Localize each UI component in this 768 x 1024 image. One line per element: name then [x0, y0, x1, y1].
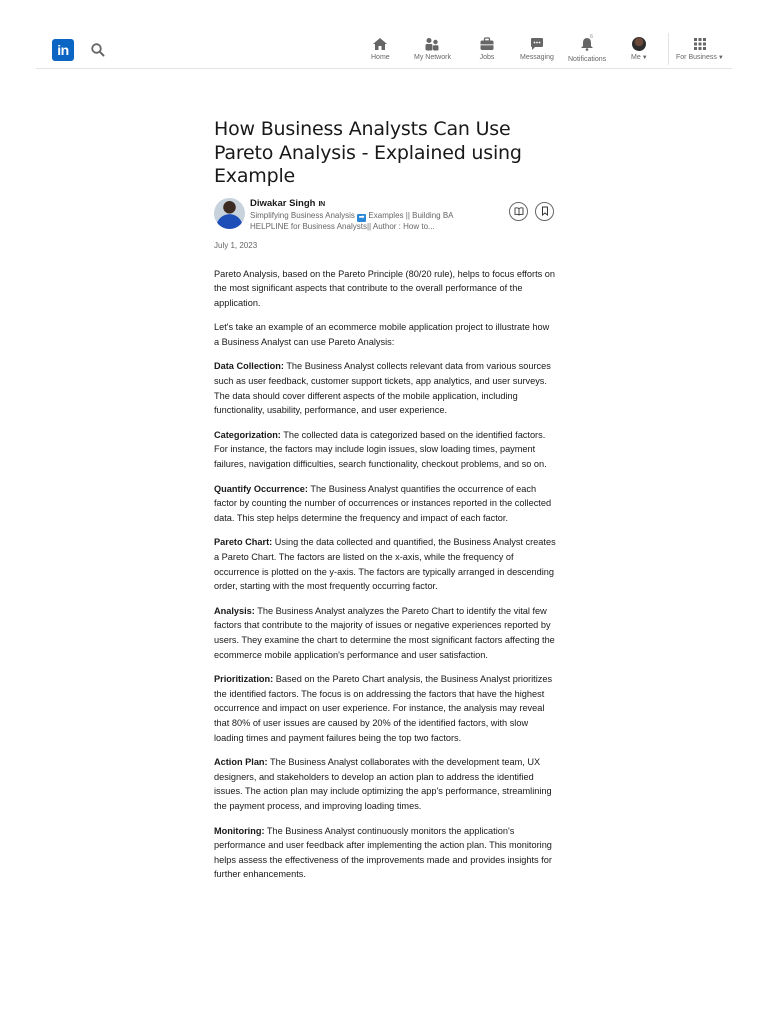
nav-for-business[interactable]: [676, 37, 724, 65]
article-title: How Business Analysts Can Use Pareto Analysis - Explained using Example: [214, 118, 522, 187]
chevron-down-icon: ▼: [641, 55, 648, 61]
briefcase-icon: [479, 37, 495, 51]
step-paragraph: Categorization: The collected data is categorized based on the identified factors. For instance, the factors may include login issues, slow loading times, payment failures, navigation difficulties, search functionality, checkout problems, and so on.: [214, 429, 547, 470]
network-icon: [424, 37, 440, 51]
step-heading: Categorization:: [214, 429, 281, 440]
nav-me-label: Me: [631, 54, 641, 61]
chat-icon: [529, 37, 545, 51]
grid-icon: [692, 37, 708, 51]
nav-home[interactable]: [371, 37, 390, 65]
nav-messaging-label: Messaging: [520, 54, 554, 61]
author-avatar[interactable]: [214, 198, 245, 229]
paragraph: Let's take an example of an ecommerce mobile application project to illustrate how a Business Analyst can use Pareto Analysis:: [214, 322, 550, 347]
nav-me[interactable]: [631, 37, 648, 65]
nav-jobs[interactable]: [479, 37, 495, 65]
step-paragraph: Monitoring: The Business Analyst continuously monitors the application's performance and user feedback after implementing the action plan. This monitoring helps assess the effectiveness of the improvements made and provides insights for further enhancements.: [214, 825, 552, 880]
newsletter-button[interactable]: [509, 202, 528, 221]
publish-date: July 1, 2023: [214, 240, 258, 250]
step-heading: Data Collection:: [214, 361, 284, 372]
paragraph: Pareto Analysis, based on the Pareto Principle (80/20 rule), helps to focus efforts on the most significant aspects that contribute to the overall performance of the application.: [214, 268, 555, 308]
nav-jobs-label: Jobs: [479, 54, 495, 61]
global-nav: [36, 30, 732, 69]
nav-divider: [668, 33, 669, 65]
step-paragraph: Prioritization: Based on the Pareto Chart analysis, the Business Analyst prioritizes the identified factors. The focus is on addressing the factors that have the highest occurrence and impact on user experience. For instance, the analysis may reveal that 80% of user issues are caused by 20% of the identified factors, with slow loading times and payment failures being the top two factors.: [214, 674, 553, 743]
step-heading: Prioritization:: [214, 674, 274, 685]
save-button[interactable]: [535, 202, 554, 221]
linkedin-logo[interactable]: in: [52, 39, 74, 61]
step-paragraph: Data Collection: The Business Analyst collects relevant data from various sources such as user feedback, customer support tickets, app analytics, and user surveys. The data should cover different aspects of the mobile application, including functionality, usability, performance, and user experience.: [214, 361, 551, 416]
nav-my-network-label: My Network: [414, 54, 451, 61]
step-heading: Analysis:: [214, 605, 255, 616]
step-heading: Monitoring:: [214, 825, 265, 836]
step-heading: Action Plan:: [214, 757, 268, 768]
author-block: [214, 198, 556, 234]
nav-home-label: Home: [371, 54, 390, 61]
step-paragraph: Action Plan: The Business Analyst collaborates with the development team, UX designers, and stakeholders to develop an action plan to address the identified issues. The action plan may include optimizing the app's performance, streamlining the payment process, and improving loading times.: [214, 757, 552, 811]
chevron-down-icon: ▼: [717, 55, 724, 61]
step-heading: Quantify Occurrence:: [214, 483, 308, 494]
article: [214, 118, 556, 892]
step-paragraph: Pareto Chart: Using the data collected and quantified, the Business Analyst creates a Pareto Chart. The factors are listed on the x-axis, while the frequency of occurrence is plotted on the y-axis. The factors are typically arranged in descending order, starting with the most frequently occurring factor.: [214, 537, 556, 592]
step-paragraph: Analysis: The Business Analyst analyzes the Pareto Chart to identify the vital few factors that contribute to the majority of issues or negative experiences reported by users. They examine the chart to determine the most significant factors affecting the ecommerce mobile application's performance and user satisfaction.: [214, 605, 555, 660]
bookmark-icon: [540, 206, 550, 216]
me-avatar: [632, 37, 646, 51]
home-icon: [372, 37, 388, 51]
author-name[interactable]: Diwakar Singh: [250, 197, 316, 209]
nav-notifications[interactable]: [568, 34, 607, 65]
nav-my-network[interactable]: [414, 37, 451, 65]
article-body: [214, 267, 556, 882]
notification-count-badge: 6: [590, 34, 593, 40]
author-badge: IN: [318, 200, 325, 208]
search-icon[interactable]: [90, 42, 106, 58]
nav-messaging[interactable]: [520, 37, 554, 65]
step-heading: Pareto Chart:: [214, 537, 273, 548]
nav-notifications-label: Notifications: [568, 56, 607, 63]
right-arrow-icon: ➡: [358, 213, 365, 221]
step-paragraph: Quantify Occurrence: The Business Analyst quantifies the occurrence of each factor by counting the number of occurrences or instances reported in the collected data. This step helps determine the frequency and impact of each factor.: [214, 483, 552, 523]
book-icon: [514, 206, 524, 216]
nav-for-business-label: For Business: [676, 54, 717, 61]
author-headline: Simplifying Business Analysis ➡ Examples || Building BA HELPLINE for Business Analysts|| Author : How to...: [250, 210, 454, 231]
